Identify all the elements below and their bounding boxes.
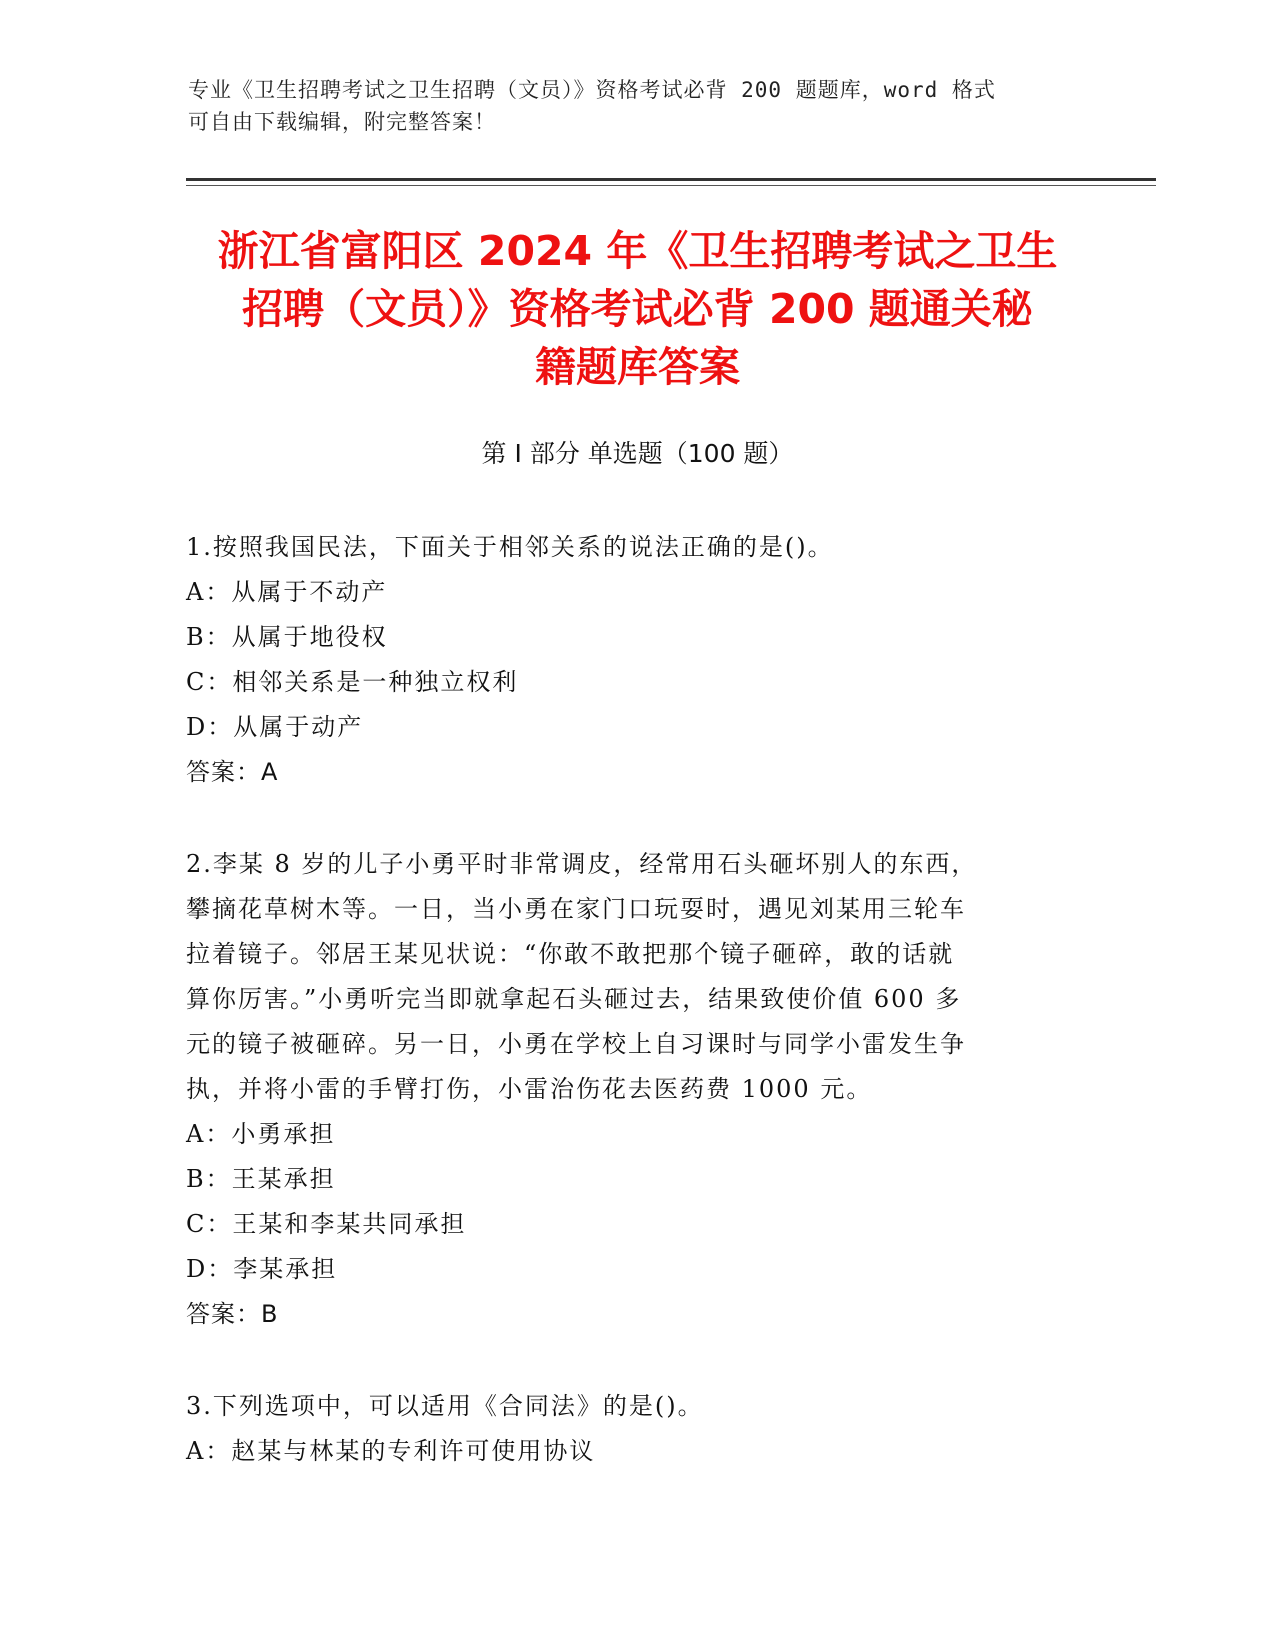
option-c: C：王某和李某共同承担 xyxy=(186,1210,467,1238)
question-2 xyxy=(186,842,1086,1337)
option-d: D：从属于动产 xyxy=(186,713,364,741)
option-b: B：从属于地役权 xyxy=(186,623,388,651)
option-b: B：王某承担 xyxy=(186,1165,336,1193)
question-3 xyxy=(186,1384,1086,1474)
question-text-line-1: 2.李某 8 岁的儿子小勇平时非常调皮，经常用石头砸坏别人的东西， xyxy=(186,850,978,878)
section-heading: 第 I 部分 单选题（100 题） xyxy=(481,439,794,468)
question-text-line-5: 元的镜子被砸碎。另一日，小勇在学校上自习课时与同学小雷发生争 xyxy=(186,1030,966,1058)
title-line-2: 招聘（文员）》资格考试必背 200 题通关秘 xyxy=(242,285,1033,333)
question-list xyxy=(186,525,1086,1474)
question-text-line-4: 算你厉害。”小勇听完当即就拿起石头砸过去，结果致使价值 600 多 xyxy=(186,985,962,1013)
header-note-line-1: 专业《卫生招聘考试之卫生招聘（文员）》资格考试必背 200 题题库，word 格式 xyxy=(188,78,996,102)
header-note xyxy=(188,74,1068,138)
option-a: A：赵某与林某的专利许可使用协议 xyxy=(186,1437,596,1465)
question-text-line-3: 拉着镜子。邻居王某见状说：“你敢不敢把那个镜子砸碎，敢的话就 xyxy=(186,940,955,968)
title-line-3: 籍题库答案 xyxy=(535,343,740,391)
option-a: A：小勇承担 xyxy=(186,1120,336,1148)
header-divider-thin xyxy=(186,185,1156,186)
header-divider-thick xyxy=(186,178,1156,181)
question-text: 3.下列选项中，可以适用《合同法》的是()。 xyxy=(186,1392,704,1420)
question-text-line-2: 攀摘花草树木等。一日，当小勇在家门口玩耍时，遇见刘某用三轮车 xyxy=(186,895,966,923)
question-text-line-6: 执，并将小雷的手臂打伤，小雷治伤花去医药费 1000 元。 xyxy=(186,1075,873,1103)
option-a: A：从属于不动产 xyxy=(186,578,388,606)
question-text: 1.按照我国民法，下面关于相邻关系的说法正确的是()。 xyxy=(186,533,834,561)
document-title xyxy=(150,222,1125,396)
question-1 xyxy=(186,525,1086,795)
option-d: D：李某承担 xyxy=(186,1255,338,1283)
option-c: C：相邻关系是一种独立权利 xyxy=(186,668,519,696)
answer-line: 答案：B xyxy=(186,1300,279,1328)
title-line-1: 浙江省富阳区 2024 年《卫生招聘考试之卫生 xyxy=(217,227,1058,275)
answer-line: 答案：A xyxy=(186,758,279,786)
header-note-line-2: 可自由下载编辑，附完整答案！ xyxy=(188,110,496,134)
